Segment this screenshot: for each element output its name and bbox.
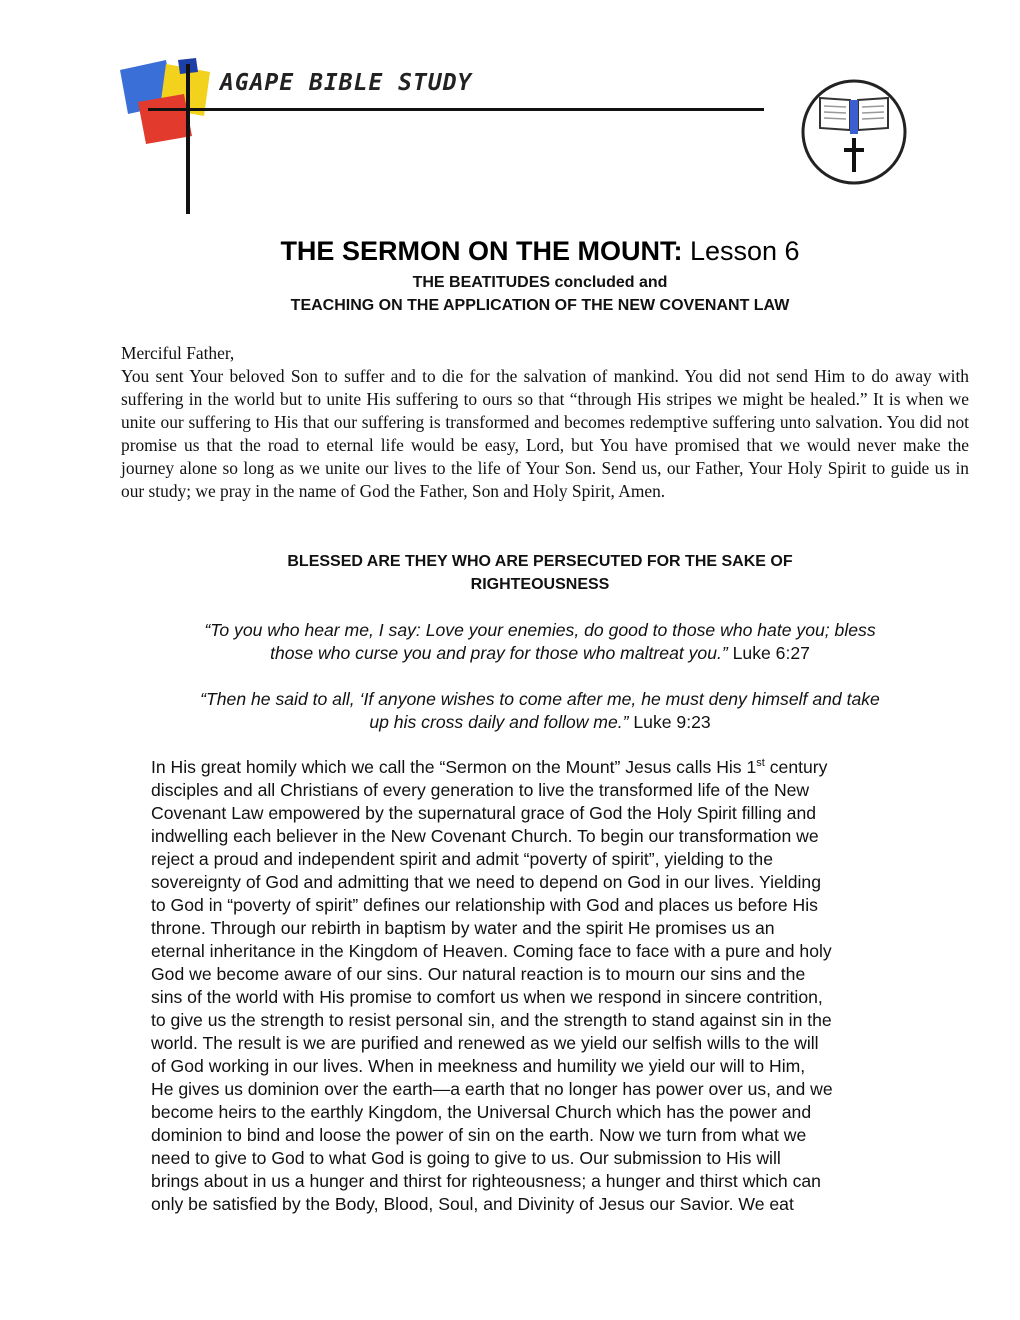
body-line: only be satisfied by the Body, Blood, Soul, and Divinity of Jesus our Savior. We eat — [151, 1194, 794, 1214]
lesson-subtitle-1: THE BEATITUDES concluded and — [412, 274, 668, 291]
scripture-quote-2 — [0, 688, 1020, 734]
section-heading — [0, 550, 1020, 596]
prayer-text: You sent Your beloved Son to suffer and to die for the salvation of mankind. You did not send Him to do away with suffering in the world but to unite His suffering to ours so that “through His stripes we might be healed.” It is when we unite our suffering to His that our suffering is transformed and becomes redemptive suffering unto salvation. You did not promise us that the road to eternal life would be easy, Lord, but You have promised that we would never make the journey alone so long as we unite our lives to the life of Your Son. Send us, our Father, Your Holy Spirit to guide us in our study; we pray in the name of God the Father, Son and Holy Spirit, Amen. — [121, 366, 969, 501]
body-line: Covenant Law empowered by the supernatural grace of God the Holy Spirit filling and — [151, 803, 817, 823]
quote-2-reference: Luke 9:23 — [628, 712, 711, 732]
body-line: eternal inheritance in the Kingdom of Heaven. Coming face to face with a pure and holy — [151, 941, 832, 961]
body-line: to give us the strength to resist personal sin, and the strength to stand against sin in the — [151, 1010, 832, 1030]
body-line: brings about in us a hunger and thirst for righteousness; a hunger and thirst which can — [151, 1171, 821, 1191]
body-line: throne. Through our rebirth in baptism by water and the spirit He promises us an — [151, 918, 775, 938]
bible-cross-emblem-icon — [798, 76, 910, 188]
lesson-number: Lesson 6 — [689, 236, 800, 266]
lesson-title-main: THE SERMON ON THE MOUNT: — [280, 236, 683, 266]
quote-2-line-1: “Then he said to all, ‘If anyone wishes to come after me, he must deny himself and take — [200, 689, 880, 709]
body-lead: In His great homily which we call the “Sermon on the Mount” Jesus calls His 1 — [151, 757, 757, 777]
logo-red-square — [138, 94, 192, 144]
body-superscript: st — [756, 757, 765, 770]
lesson-title — [0, 236, 1020, 267]
section-heading-line-1: BLESSED ARE THEY WHO ARE PERSECUTED FOR THE SAKE OF — [287, 553, 793, 570]
body-line: sovereignty of God and admitting that we need to depend on God in our lives. Yielding — [151, 872, 821, 892]
body-line-0: century — [764, 757, 828, 777]
quote-1-line-2: those who curse you and pray for those who maltreat you.” — [270, 643, 728, 663]
body-line: disciples and all Christians of every generation to live the transformed life of the New — [151, 780, 810, 800]
logo-title: AGAPE BIBLE STUDY — [220, 70, 473, 96]
logo-horizontal-rule — [148, 108, 764, 111]
logo-vertical-rule — [186, 64, 190, 214]
prayer-salutation: Merciful Father, — [121, 343, 235, 363]
quote-1-reference: Luke 6:27 — [727, 643, 810, 663]
scripture-quote-1 — [0, 619, 1020, 665]
section-heading-line-2: RIGHTEOUSNESS — [470, 576, 610, 593]
body-line: reject a proud and independent spirit and admit “poverty of spirit”, yielding to the — [151, 849, 774, 869]
body-line: indwelling each believer in the New Covenant Church. To begin our transformation we — [151, 826, 819, 846]
body-line — [151, 756, 941, 779]
opening-prayer — [121, 342, 969, 503]
quote-1-line-1: “To you who hear me, I say: Love your enemies, do good to those who hate you; bless — [204, 620, 876, 640]
body-line: to God in “poverty of spirit” defines our relationship with God and places us before His — [151, 895, 818, 915]
lesson-subtitle-2: TEACHING ON THE APPLICATION OF THE NEW COVENANT LAW — [290, 297, 790, 314]
quote-2-line-2: up his cross daily and follow me.” — [369, 712, 629, 732]
body-line: world. The result is we are purified and renewed as we yield our selfish wills to the will — [151, 1033, 819, 1053]
body-line: become heirs to the earthly Kingdom, the Universal Church which has the power and — [151, 1102, 812, 1122]
body-line: He gives us dominion over the earth—a earth that no longer has power over us, and we — [151, 1079, 833, 1099]
body-line: God we become aware of our sins. Our natural reaction is to mourn our sins and the — [151, 964, 806, 984]
body-line: need to give to God to what God is going to give to us. Our submission to His will — [151, 1148, 781, 1168]
body-paragraph — [151, 756, 941, 1216]
body-line: sins of the world with His promise to comfort us when we respond in sincere contrition, — [151, 987, 823, 1007]
body-line: dominion to bind and loose the power of sin on the earth. Now we turn from what we — [151, 1125, 807, 1145]
body-line: of God working in our lives. When in meekness and humility we yield our will to Him, — [151, 1056, 806, 1076]
